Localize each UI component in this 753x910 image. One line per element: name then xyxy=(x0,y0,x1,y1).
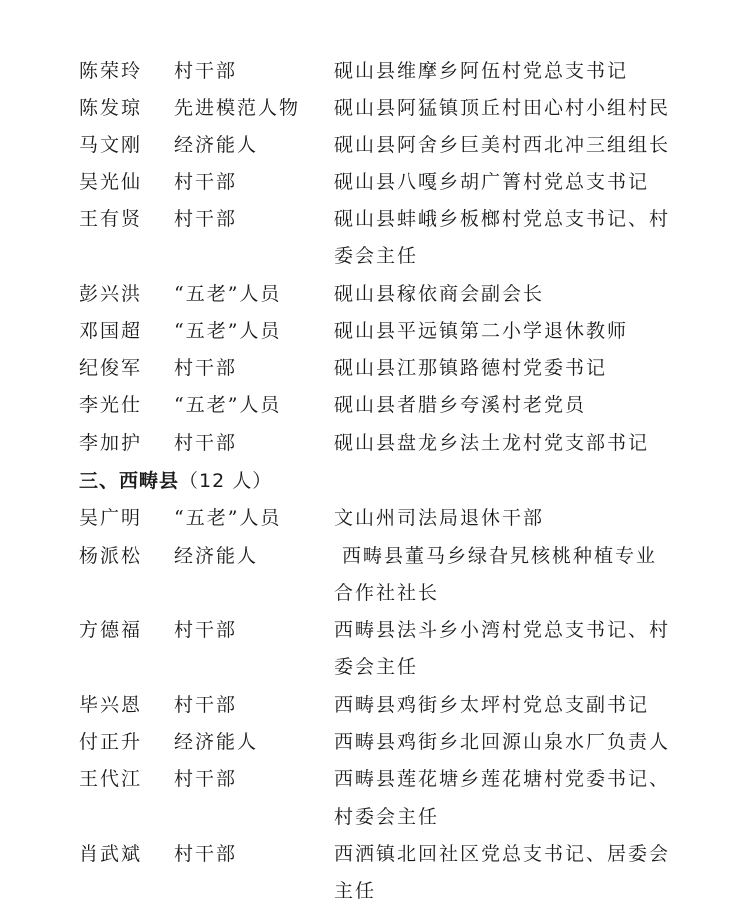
person-position: 砚山县平远镇第二小学退休教师 xyxy=(334,320,629,342)
person-category: 村干部 xyxy=(174,171,238,193)
person-category: 村干部 xyxy=(174,60,238,82)
person-category: 村干部 xyxy=(174,768,238,790)
person-name: 纪俊军 xyxy=(79,357,143,379)
section-title: 三、西畴县 xyxy=(79,470,180,492)
person-category: 经济能人 xyxy=(174,731,259,753)
list-item xyxy=(0,53,753,90)
person-position-continued: 村委会主任 xyxy=(334,806,440,828)
person-category: 村干部 xyxy=(174,357,238,379)
list-item xyxy=(0,201,753,238)
person-name: 邓国超 xyxy=(79,320,143,342)
list-item xyxy=(0,164,753,201)
person-position: 西畴县法斗乡小湾村党总支书记、村 xyxy=(334,619,671,641)
list-item xyxy=(0,387,753,424)
list-item xyxy=(0,500,753,537)
person-position: 砚山县者腊乡夸溪村老党员 xyxy=(334,394,587,416)
list-item xyxy=(0,612,753,649)
person-position: 文山州司法局退休干部 xyxy=(334,507,545,529)
person-name: 陈发琼 xyxy=(79,97,143,119)
person-position-continued: 委会主任 xyxy=(334,245,419,267)
person-position-continued: 委会主任 xyxy=(334,656,419,678)
list-item xyxy=(0,313,753,350)
list-item xyxy=(0,761,753,798)
person-category: “五老”人员 xyxy=(174,320,282,342)
person-category: 村干部 xyxy=(174,843,238,865)
person-name: 李光仕 xyxy=(79,394,143,416)
list-item xyxy=(0,350,753,387)
person-position: 西畴县鸡街乡北回源山泉水厂负责人 xyxy=(334,731,671,753)
person-name: 杨派松 xyxy=(79,545,143,567)
person-name: 付正升 xyxy=(79,731,143,753)
person-position: 砚山县盘龙乡法土龙村党支部书记 xyxy=(334,432,650,454)
person-name: 毕兴恩 xyxy=(79,694,143,716)
list-item xyxy=(0,836,753,873)
list-item-continuation xyxy=(0,575,753,612)
person-position: 西洒镇北回社区党总支书记、居委会 xyxy=(334,843,671,865)
person-category: 经济能人 xyxy=(174,134,259,156)
person-position: 砚山县阿舍乡巨美村西北冲三组组长 xyxy=(334,134,671,156)
person-position: 砚山县江那镇路德村党委书记 xyxy=(334,357,608,379)
person-name: 彭兴洪 xyxy=(79,283,143,305)
list-item-continuation xyxy=(0,873,753,910)
person-position: 西畴县鸡街乡太坪村党总支副书记 xyxy=(334,694,650,716)
person-category: 经济能人 xyxy=(174,545,259,567)
person-category: 村干部 xyxy=(174,432,238,454)
list-item xyxy=(0,425,753,462)
person-name: 肖武斌 xyxy=(79,843,143,865)
person-category: 先进模范人物 xyxy=(174,97,301,119)
person-position: 西畴县莲花塘乡莲花塘村党委书记、 xyxy=(334,768,671,790)
list-item xyxy=(0,724,753,761)
list-item-continuation xyxy=(0,649,753,686)
list-item xyxy=(0,687,753,724)
person-name: 方德福 xyxy=(79,619,143,641)
person-position: 砚山县蚌峨乡板榔村党总支书记、村 xyxy=(334,208,671,230)
list-item xyxy=(0,538,753,575)
person-position: 西畴县董马乡绿旮旯核桃种植专业 xyxy=(342,545,658,567)
person-category: 村干部 xyxy=(174,619,238,641)
person-position: 砚山县八嘎乡胡广箐村党总支书记 xyxy=(334,171,650,193)
section-count: （12 人） xyxy=(179,470,273,492)
person-name: 吴广明 xyxy=(79,507,143,529)
list-item xyxy=(0,276,753,313)
person-category: 村干部 xyxy=(174,694,238,716)
person-name: 李加护 xyxy=(79,432,143,454)
person-category: “五老”人员 xyxy=(174,283,282,305)
person-name: 陈荣玲 xyxy=(79,60,143,82)
list-item xyxy=(0,90,753,127)
person-position: 砚山县维摩乡阿伍村党总支书记 xyxy=(334,60,629,82)
person-name: 王代江 xyxy=(79,768,143,790)
person-name: 王有贤 xyxy=(79,208,143,230)
person-category: 村干部 xyxy=(174,208,238,230)
person-category: “五老”人员 xyxy=(174,507,282,529)
person-category: “五老”人员 xyxy=(174,394,282,416)
list-item-continuation xyxy=(0,799,753,836)
person-position: 砚山县稼依商会副会长 xyxy=(334,283,545,305)
person-position-continued: 合作社社长 xyxy=(334,582,440,604)
list-item-continuation xyxy=(0,238,753,275)
person-name: 吴光仙 xyxy=(79,171,143,193)
person-name: 马文刚 xyxy=(79,134,143,156)
person-position-continued: 主任 xyxy=(334,880,377,902)
list-item xyxy=(0,127,753,164)
person-position: 砚山县阿猛镇顶丘村田心村小组村民 xyxy=(334,97,671,119)
section-heading xyxy=(79,463,272,500)
